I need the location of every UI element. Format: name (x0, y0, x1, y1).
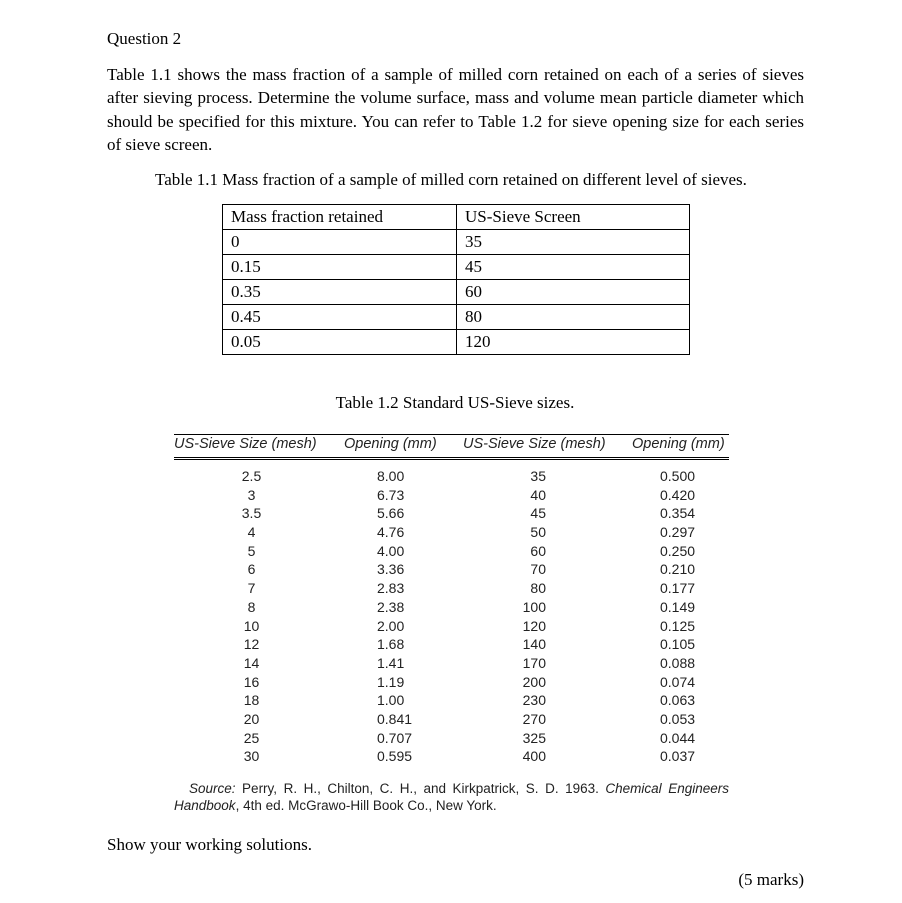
sieve-size-cell: 80 (530, 580, 546, 597)
opening-cell: 0.595 (377, 748, 413, 765)
sieve-size-cell: 30 (243, 748, 260, 765)
sieve-size-cell: 12 (243, 636, 260, 653)
opening-cell: 0.053 (660, 710, 696, 727)
table-row (174, 748, 729, 767)
opening-cell: 2.38 (377, 598, 405, 615)
opening-cell: 1.41 (377, 654, 405, 671)
table2-caption: Table 1.2 Standard US-Sieve sizes. (335, 393, 575, 412)
table-row (174, 674, 729, 693)
sieve-size-cell: 120 (522, 617, 546, 634)
sieve-size-cell: 2.5 (241, 468, 262, 484)
table-row (174, 599, 729, 618)
opening-cell: 0.210 (660, 561, 696, 578)
header-opening-1: Opening (mm) (344, 436, 437, 452)
sieve-size-cell: 170 (522, 654, 546, 671)
source-authors: Perry, R. H., Chilton, C. H., and Kirkpatrick, S. D. 1963. (235, 781, 606, 796)
opening-cell: 0.354 (660, 505, 696, 522)
sieve-size-cell: 25 (243, 729, 260, 746)
opening-cell: 5.66 (377, 505, 405, 522)
sieve-screen-cell: 60 (457, 280, 690, 305)
question-title: Question 2 (107, 29, 182, 48)
table2-header (174, 434, 729, 458)
header-mass-fraction: Mass fraction retained (223, 205, 457, 230)
sieve-size-cell: 100 (522, 598, 546, 615)
header-divider (174, 459, 729, 460)
header-sieve-size-1: US-Sieve Size (mesh) (174, 436, 317, 452)
opening-cell: 0.841 (377, 710, 413, 727)
sieve-size-cell: 14 (243, 654, 260, 671)
sieve-size-cell: 16 (243, 673, 260, 690)
opening-cell: 0.105 (660, 636, 696, 653)
sieve-size-cell: 230 (522, 692, 546, 709)
opening-cell: 0.063 (660, 692, 696, 709)
sieve-size-cell: 50 (530, 524, 546, 541)
mass-fraction-cell: 0.45 (223, 305, 457, 330)
opening-cell: 0.177 (660, 580, 696, 597)
source-book: Chemical Engineers Handbook (174, 781, 729, 813)
source-rest: , 4th ed. McGrawo-Hill Book Co., New York. (235, 798, 497, 813)
opening-cell: 4.00 (377, 542, 405, 559)
sieve-size-cell: 40 (530, 486, 546, 503)
header-us-sieve-screen: US-Sieve Screen (457, 205, 690, 230)
table2-source (174, 780, 729, 814)
mass-fraction-cell: 0.05 (223, 330, 457, 355)
opening-cell: 1.68 (377, 636, 405, 653)
sieve-size-cell: 18 (243, 692, 260, 709)
opening-cell: 0.074 (660, 673, 696, 690)
sieve-size-cell: 325 (522, 729, 546, 746)
source-label: Source: (189, 781, 236, 796)
table1 (222, 204, 690, 355)
table2-body (174, 468, 729, 767)
opening-cell: 8.00 (377, 468, 405, 484)
table-row (174, 692, 729, 711)
table-row (174, 487, 729, 506)
opening-cell: 0.250 (660, 542, 696, 559)
table-row (174, 543, 729, 562)
opening-cell: 0.297 (660, 524, 696, 541)
table-row (223, 330, 690, 355)
table-row (223, 255, 690, 280)
opening-cell: 1.19 (377, 673, 405, 690)
sieve-size-cell: 45 (530, 505, 546, 522)
table-row (174, 561, 729, 580)
sieve-size-cell: 70 (530, 561, 546, 578)
opening-cell: 0.500 (660, 468, 696, 484)
opening-cell: 0.149 (660, 598, 696, 615)
marks-label: (5 marks) (738, 870, 804, 889)
table-row (223, 305, 690, 330)
sieve-size-cell: 6 (247, 561, 256, 578)
table-row (174, 655, 729, 674)
sieve-size-cell: 60 (530, 542, 546, 559)
sieve-size-cell: 20 (243, 710, 260, 727)
opening-cell: 6.73 (377, 486, 405, 503)
sieve-screen-cell: 80 (457, 305, 690, 330)
sieve-size-cell: 270 (522, 710, 546, 727)
table-row (174, 636, 729, 655)
sieve-screen-cell: 120 (457, 330, 690, 355)
opening-cell: 2.00 (377, 617, 405, 634)
table-row (174, 730, 729, 749)
mass-fraction-cell: 0.15 (223, 255, 457, 280)
question-paragraph: Table 1.1 shows the mass fraction of a sample of milled corn retained on each of a series of sieves after sieving process. Determine the volume surface, mass and volume mean particle diameter which should be specified for this mixture. You can refer to Table 1.2 for sieve opening size for each series of sieve screen. (107, 65, 804, 154)
opening-cell: 0.037 (660, 748, 696, 765)
sieve-size-cell: 4 (247, 524, 256, 541)
instruction-text: Show your working solutions. (107, 835, 312, 854)
sieve-size-cell: 140 (522, 636, 546, 653)
opening-cell: 0.125 (660, 617, 696, 634)
table-row (174, 711, 729, 730)
table-row (174, 580, 729, 599)
sieve-size-cell: 10 (243, 617, 260, 634)
opening-cell: 0.088 (660, 654, 696, 671)
sieve-size-cell: 400 (522, 748, 546, 765)
table-row (223, 280, 690, 305)
sieve-screen-cell: 45 (457, 255, 690, 280)
table-row (223, 230, 690, 255)
opening-cell: 0.044 (660, 729, 696, 746)
sieve-size-cell: 35 (530, 468, 546, 484)
table1-header-row (223, 205, 690, 230)
opening-cell: 4.76 (377, 524, 405, 541)
sieve-size-cell: 8 (247, 598, 256, 615)
sieve-size-cell: 7 (247, 580, 256, 597)
sieve-size-cell: 5 (247, 542, 256, 559)
table-row (174, 618, 729, 637)
table-row (174, 505, 729, 524)
header-opening-2: Opening (mm) (632, 436, 725, 452)
opening-cell: 3.36 (377, 561, 405, 578)
table-row (174, 524, 729, 543)
sieve-screen-cell: 35 (457, 230, 690, 255)
mass-fraction-cell: 0 (223, 230, 457, 255)
sieve-size-cell: 3 (247, 486, 256, 503)
opening-cell: 0.707 (377, 729, 413, 746)
table-row (174, 468, 729, 487)
opening-cell: 2.83 (377, 580, 405, 597)
opening-cell: 0.420 (660, 486, 696, 503)
sieve-size-cell: 3.5 (241, 505, 262, 522)
header-sieve-size-2: US-Sieve Size (mesh) (463, 436, 606, 452)
sieve-size-cell: 200 (522, 673, 546, 690)
opening-cell: 1.00 (377, 692, 405, 709)
table1-caption: Table 1.1 Mass fraction of a sample of milled corn retained on different level of sieves. (155, 170, 747, 189)
mass-fraction-cell: 0.35 (223, 280, 457, 305)
